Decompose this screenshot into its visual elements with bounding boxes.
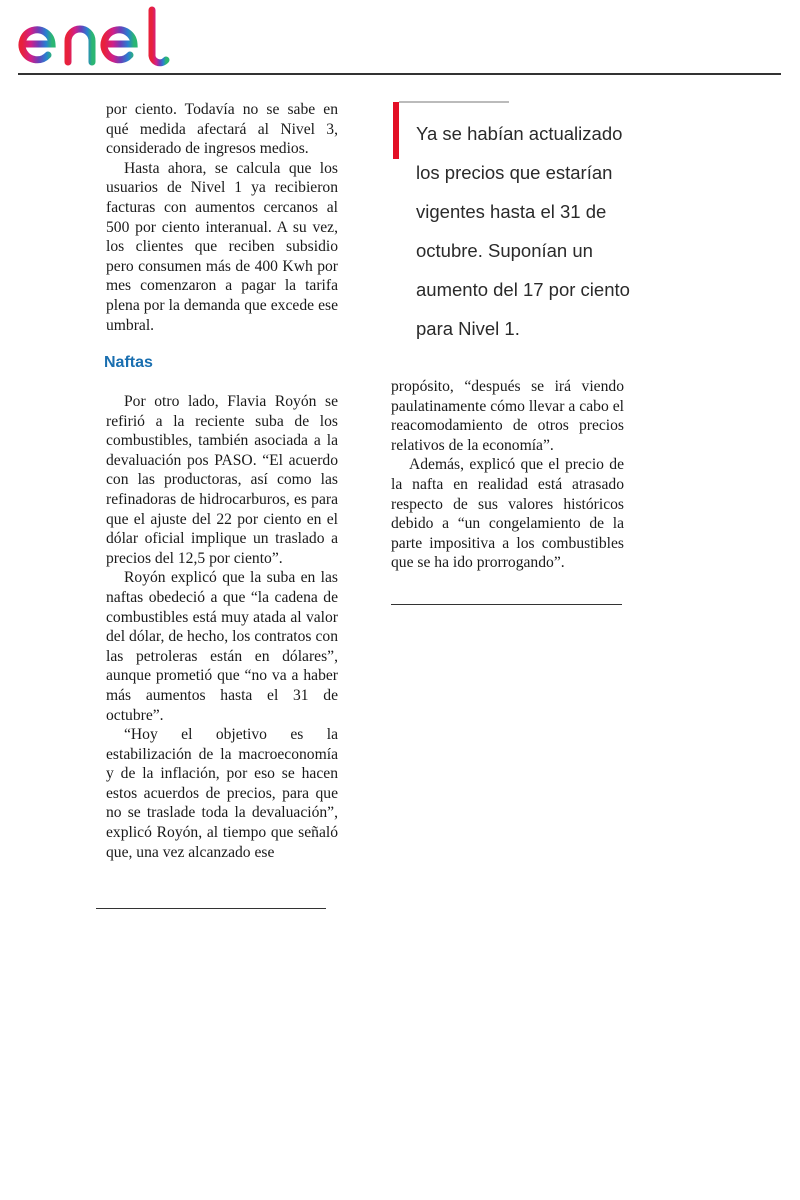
paragraph: Además, explicó que el precio de la nafta en realidad está atrasado respecto de sus valores históricos debido a “un congelamiento de la parte impositiva a los combustibles que se ha ido prorrogando”. xyxy=(391,456,624,572)
header-rule xyxy=(18,73,781,75)
paragraph: Por otro lado, Flavia Royón se refirió a la reciente suba de los combustibles, también asociada a la devaluación pos PASO. “El acuerdo con las productoras, así como las refinadoras de hidrocarburos, es para que el ajuste del 22 por ciento en el dólar oficial implique un traslado a precios del 12,5 por ciento”. xyxy=(106,393,338,567)
left-column-end-rule xyxy=(96,908,326,909)
left-column-body xyxy=(106,392,338,862)
pullquote: Ya se habían actualizado los precios que estarían vigentes hasta el 31 de octubre. Suponían un aumento del 17 por ciento para Nivel 1. xyxy=(416,123,630,339)
subheading: Naftas xyxy=(104,354,153,371)
right-column-body xyxy=(391,377,624,573)
pullquote-accent-bar xyxy=(393,102,399,159)
paragraph: Hasta ahora, se calcula que los usuarios de Nivel 1 ya recibieron facturas con aumentos cercanos al 500 por ciento interanual. A su vez, los clientes que reciben subsidio pero consumen más de 400 Kwh por mes comenzaron a pagar la tarifa plena por la demanda que excede ese umbral. xyxy=(106,159,338,334)
paragraph: Royón explicó que la suba en las naftas obedeció a que “la cadena de combustibles está muy atada al valor del dólar, de hecho, los contratos con las petroleras están en dólares”, aunque prometió que “no va a haber más aumentos hasta el 31 de octubre”. xyxy=(106,569,338,724)
enel-logo xyxy=(18,4,188,68)
paragraph: propósito, “después se irá viendo paulatinamente cómo llevar a cabo el reacomodamiento de otros precios relativos de la economía”. xyxy=(391,378,624,454)
pullquote-top-rule xyxy=(399,101,509,103)
right-column-end-rule xyxy=(391,604,622,605)
paragraph: por ciento. Todavía no se sabe en qué medida afectará al Nivel 3, considerado de ingresos medios. xyxy=(106,101,338,158)
left-column-intro xyxy=(106,100,338,335)
paragraph: “Hoy el objetivo es la estabilización de la macroeconomía y de la inflación, por eso se hacen estos acuerdos de precios, para que no se traslade toda la devaluación”, explicó Royón, al tiempo que señaló que, una vez alcanzado ese xyxy=(106,726,338,861)
